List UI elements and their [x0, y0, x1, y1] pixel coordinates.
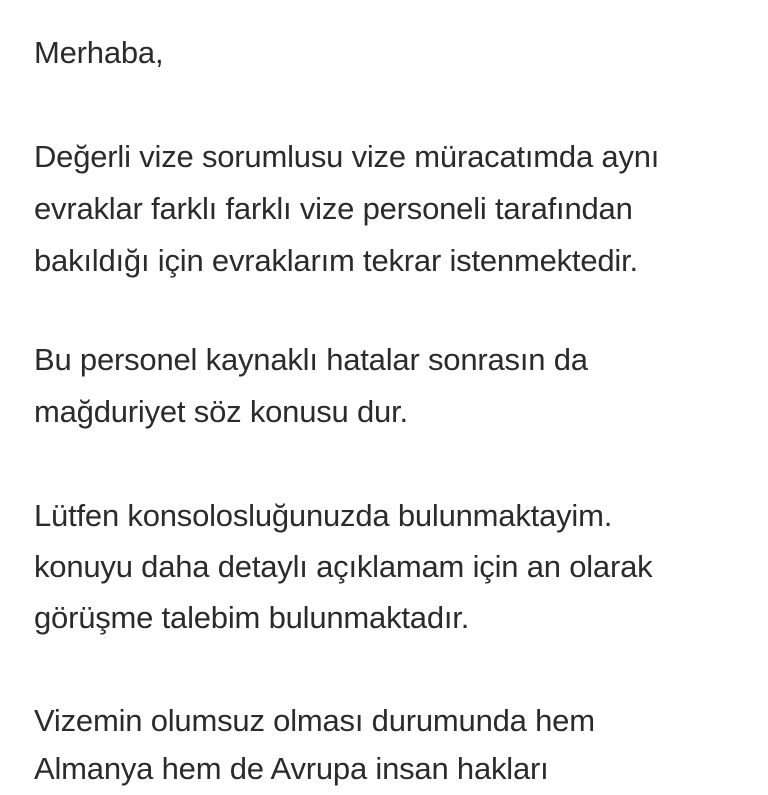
paragraph-2-line-2: mağduriyet söz konusu dur. — [34, 394, 408, 429]
paragraph-2-line-1: Bu personel kaynaklı hatalar sonrasın da — [34, 342, 588, 377]
paragraph-3-line-1: Lütfen konsolosluğunuzda bulunmaktayim. — [34, 498, 613, 533]
greeting-line: Merhaba, — [34, 35, 164, 70]
paragraph-1-line-3: bakıldığı için evraklarım tekrar istenmektedir. — [34, 243, 638, 278]
paragraph-4-line-2: Almanya hem de Avrupa insan hakları — [34, 751, 549, 786]
paragraph-3-line-3: görüşme talebim bulunmaktadır. — [34, 600, 470, 635]
paragraph-3-line-2: konuyu daha detaylı açıklamam için an olarak — [34, 549, 653, 584]
paragraph-4-line-1: Vizemin olumsuz olması durumunda hem — [34, 703, 595, 738]
paragraph-1-line-1: Değerli vize sorumlusu vize müracatımda aynı — [34, 139, 660, 174]
paragraph-1-line-2: evraklar farklı farklı vize personeli tarafından — [34, 191, 633, 226]
